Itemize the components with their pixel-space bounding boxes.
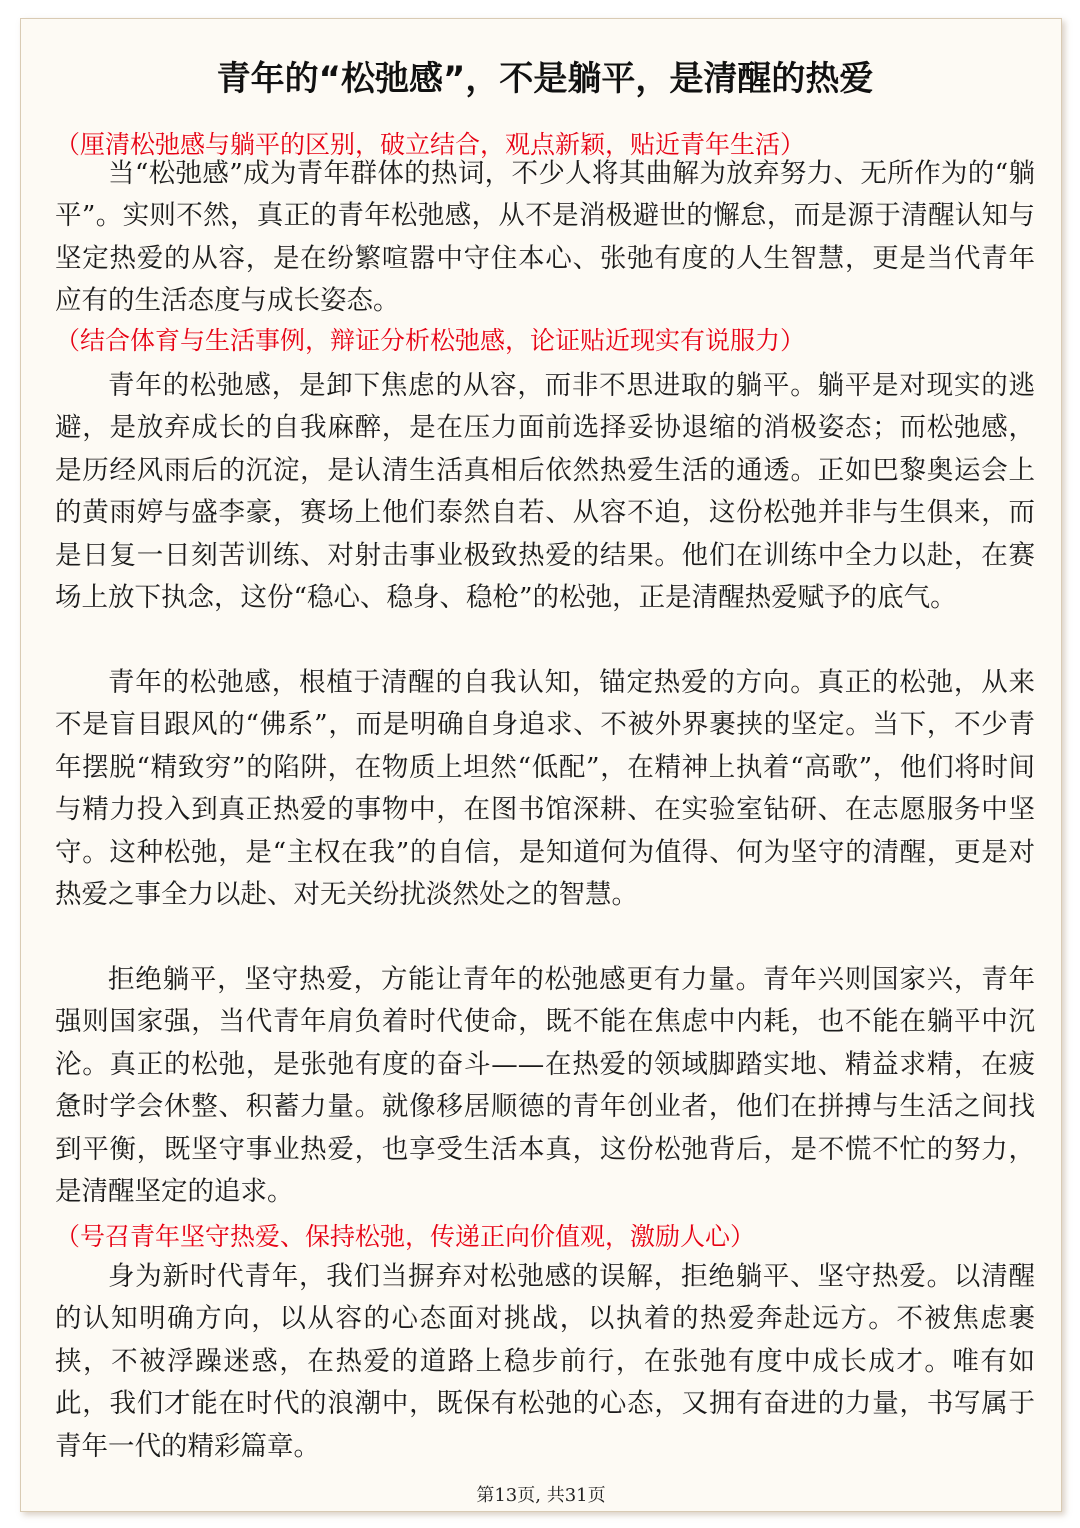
paragraph: 青年的松弛感，根植于清醒的自我认知，锚定热爱的方向。真正的松弛，从来不是盲目跟风的“佛系”，而是明确自身追求、不被外界裹挟的坚定。当下，不少青年摆脱“精致穷”的陷阱，在物质上坦然“低配”，在精神上执着“高歌”，他们将时间与精力投入到真正热爱的事物中，在图书馆深耕、在实验室钻研、在志愿服务中坚守。这种松弛，是“主权在我”的自信，是知道何为值得、何为坚守的清醒，更是对热爱之事全力以赴、对无关纷扰淡然处之的智慧。 — [55, 667, 1035, 911]
annotation-note: （结合体育与生活事例，辩证分析松弛感，论证贴近现实有说服力） — [55, 326, 806, 355]
page-number: 第13页, 共31页 — [476, 1485, 606, 1506]
paragraph: 青年的松弛感，是卸下焦虑的从容，而非不思进取的躺平。躺平是对现实的逃避，是放弃成长的自我麻醉，是在压力面前选择妥协退缩的消极姿态；而松弛感，是历经风雨后的沉淀，是认清生活真相后依然热爱生活的通透。正如巴黎奥运会上的黄雨婷与盛李豪，赛场上他们泰然自若、从容不迫，这份松弛并非与生俱来，而是日复一日刻苦训练、对射击事业极致热爱的结果。他们在训练中全力以赴，在赛场上放下执念，这份“稳心、稳身、稳枪”的松弛，正是清醒热爱赋予的底气。 — [55, 370, 1035, 614]
paragraph: 拒绝躺平，坚守热爱，方能让青年的松弛感更有力量。青年兴则国家兴，青年强则国家强，当代青年肩负着时代使命，既不能在焦虑中内耗，也不能在躺平中沉沦。真正的松弛，是张弛有度的奋斗——在热爱的领域脚踏实地、精益求精，在疲惫时学会休整、积蓄力量。就像移居顺德的青年创业者，他们在拼搏与生活之间找到平衡，既坚守事业热爱，也享受生活本真，这份松弛背后，是不慌不忙的努力，是清醒坚定的追求。 — [55, 964, 1035, 1208]
paragraph: 身为新时代青年，我们当摒弃对松弛感的误解，拒绝躺平、坚守热爱。以清醒的认知明确方向，以从容的心态面对挑战，以执着的热爱奔赴远方。不被焦虑裹挟，不被浮躁迷惑，在热爱的道路上稳步前行，在张弛有度中成长成才。唯有如此，我们才能在时代的浪潮中，既保有松弛的心态，又拥有奋进的力量，书写属于青年一代的精彩篇章。 — [55, 1261, 1035, 1462]
annotation-note: （号召青年坚守热爱、保持松弛，传递正向价值观，激励人心） — [55, 1222, 756, 1251]
annotation-note: （厘清松弛感与躺平的区别，破立结合，观点新颖，贴近青年生活） — [55, 130, 806, 159]
paragraph: 当“松弛感”成为青年群体的热词，不少人将其曲解为放弃努力、无所作为的“躺平”。实则不然，真正的青年松弛感，从不是消极避世的懈怠，而是源于清醒认知与坚定热爱的从容，是在纷繁喧嚣中守住本心、张弛有度的人生智慧，更是当代青年应有的生活态度与成长姿态。 — [55, 158, 1035, 317]
document-title: 青年的“松弛感”，不是躺平，是清醒的热爱 — [216, 59, 874, 99]
document-page — [20, 18, 1062, 1512]
